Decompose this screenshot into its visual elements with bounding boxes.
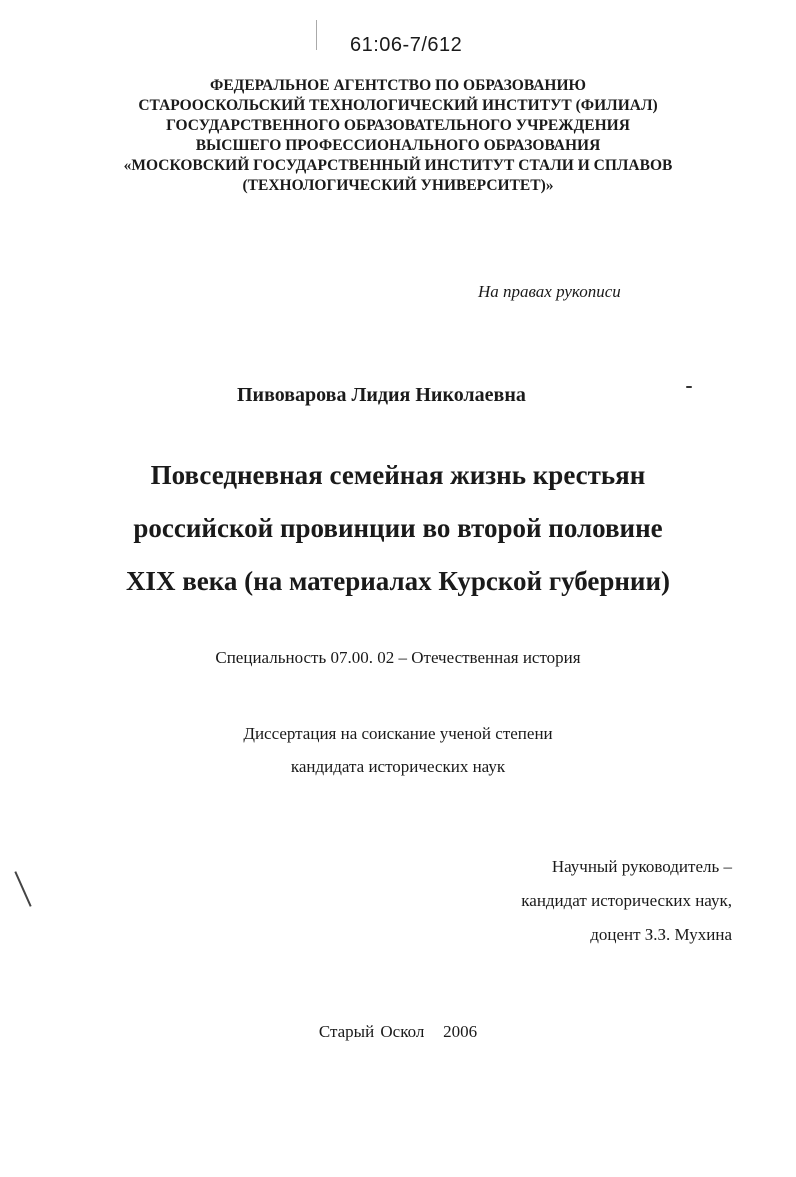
degree-statement: [50, 717, 746, 783]
organization-line: ГОСУДАРСТВЕННОГО ОБРАЗОВАТЕЛЬНОГО УЧРЕЖДЕНИЯ: [166, 117, 630, 134]
degree-line: Диссертация на соискание ученой степени: [243, 724, 553, 743]
place-year: Старый Оскол 2006: [318, 1022, 478, 1041]
title-line: российской провинции во второй половине: [133, 513, 663, 543]
catalog-number: 61:06-7/612: [350, 34, 463, 56]
author-name: Пивоварова Лидия Николаевна: [237, 384, 526, 406]
title-line: Повседневная семейная жизнь крестьян: [150, 460, 646, 490]
supervisor-line: доцент З.З. Мухина: [590, 925, 732, 944]
scan-mark-left: [14, 871, 31, 907]
supervisor-block: [380, 850, 732, 952]
organization-line: «МОСКОВСКИЙ ГОСУДАРСТВЕННЫЙ ИНСТИТУТ СТАЛИ И СПЛАВОВ: [123, 157, 673, 174]
organization-line: (ТЕХНОЛОГИЧЕСКИЙ УНИВЕРСИТЕТ)»: [242, 177, 554, 194]
specialty: Специальность 07.00. 02 – Отечественная история: [215, 648, 581, 667]
scan-dot: [686, 386, 692, 388]
supervisor-line: кандидат исторических наук,: [521, 891, 732, 910]
rights-note: На правах рукописи: [478, 282, 621, 301]
organization-line: СТАРООСКОЛЬСКИЙ ТЕХНОЛОГИЧЕСКИЙ ИНСТИТУТ (ФИЛИАЛ): [138, 97, 658, 114]
supervisor-line: Научный руководитель –: [551, 857, 732, 876]
dissertation-title: [60, 449, 736, 608]
organization-line: ФЕДЕРАЛЬНОЕ АГЕНТСТВО ПО ОБРАЗОВАНИЮ: [210, 77, 586, 94]
organization-header: [40, 76, 756, 196]
title-line: XIX века (на материалах Курской губернии): [125, 566, 671, 596]
degree-line: кандидата исторических наук: [290, 757, 506, 776]
organization-line: ВЫСШЕГО ПРОФЕССИОНАЛЬНОГО ОБРАЗОВАНИЯ: [195, 137, 601, 154]
scan-mark-top: [316, 20, 317, 50]
